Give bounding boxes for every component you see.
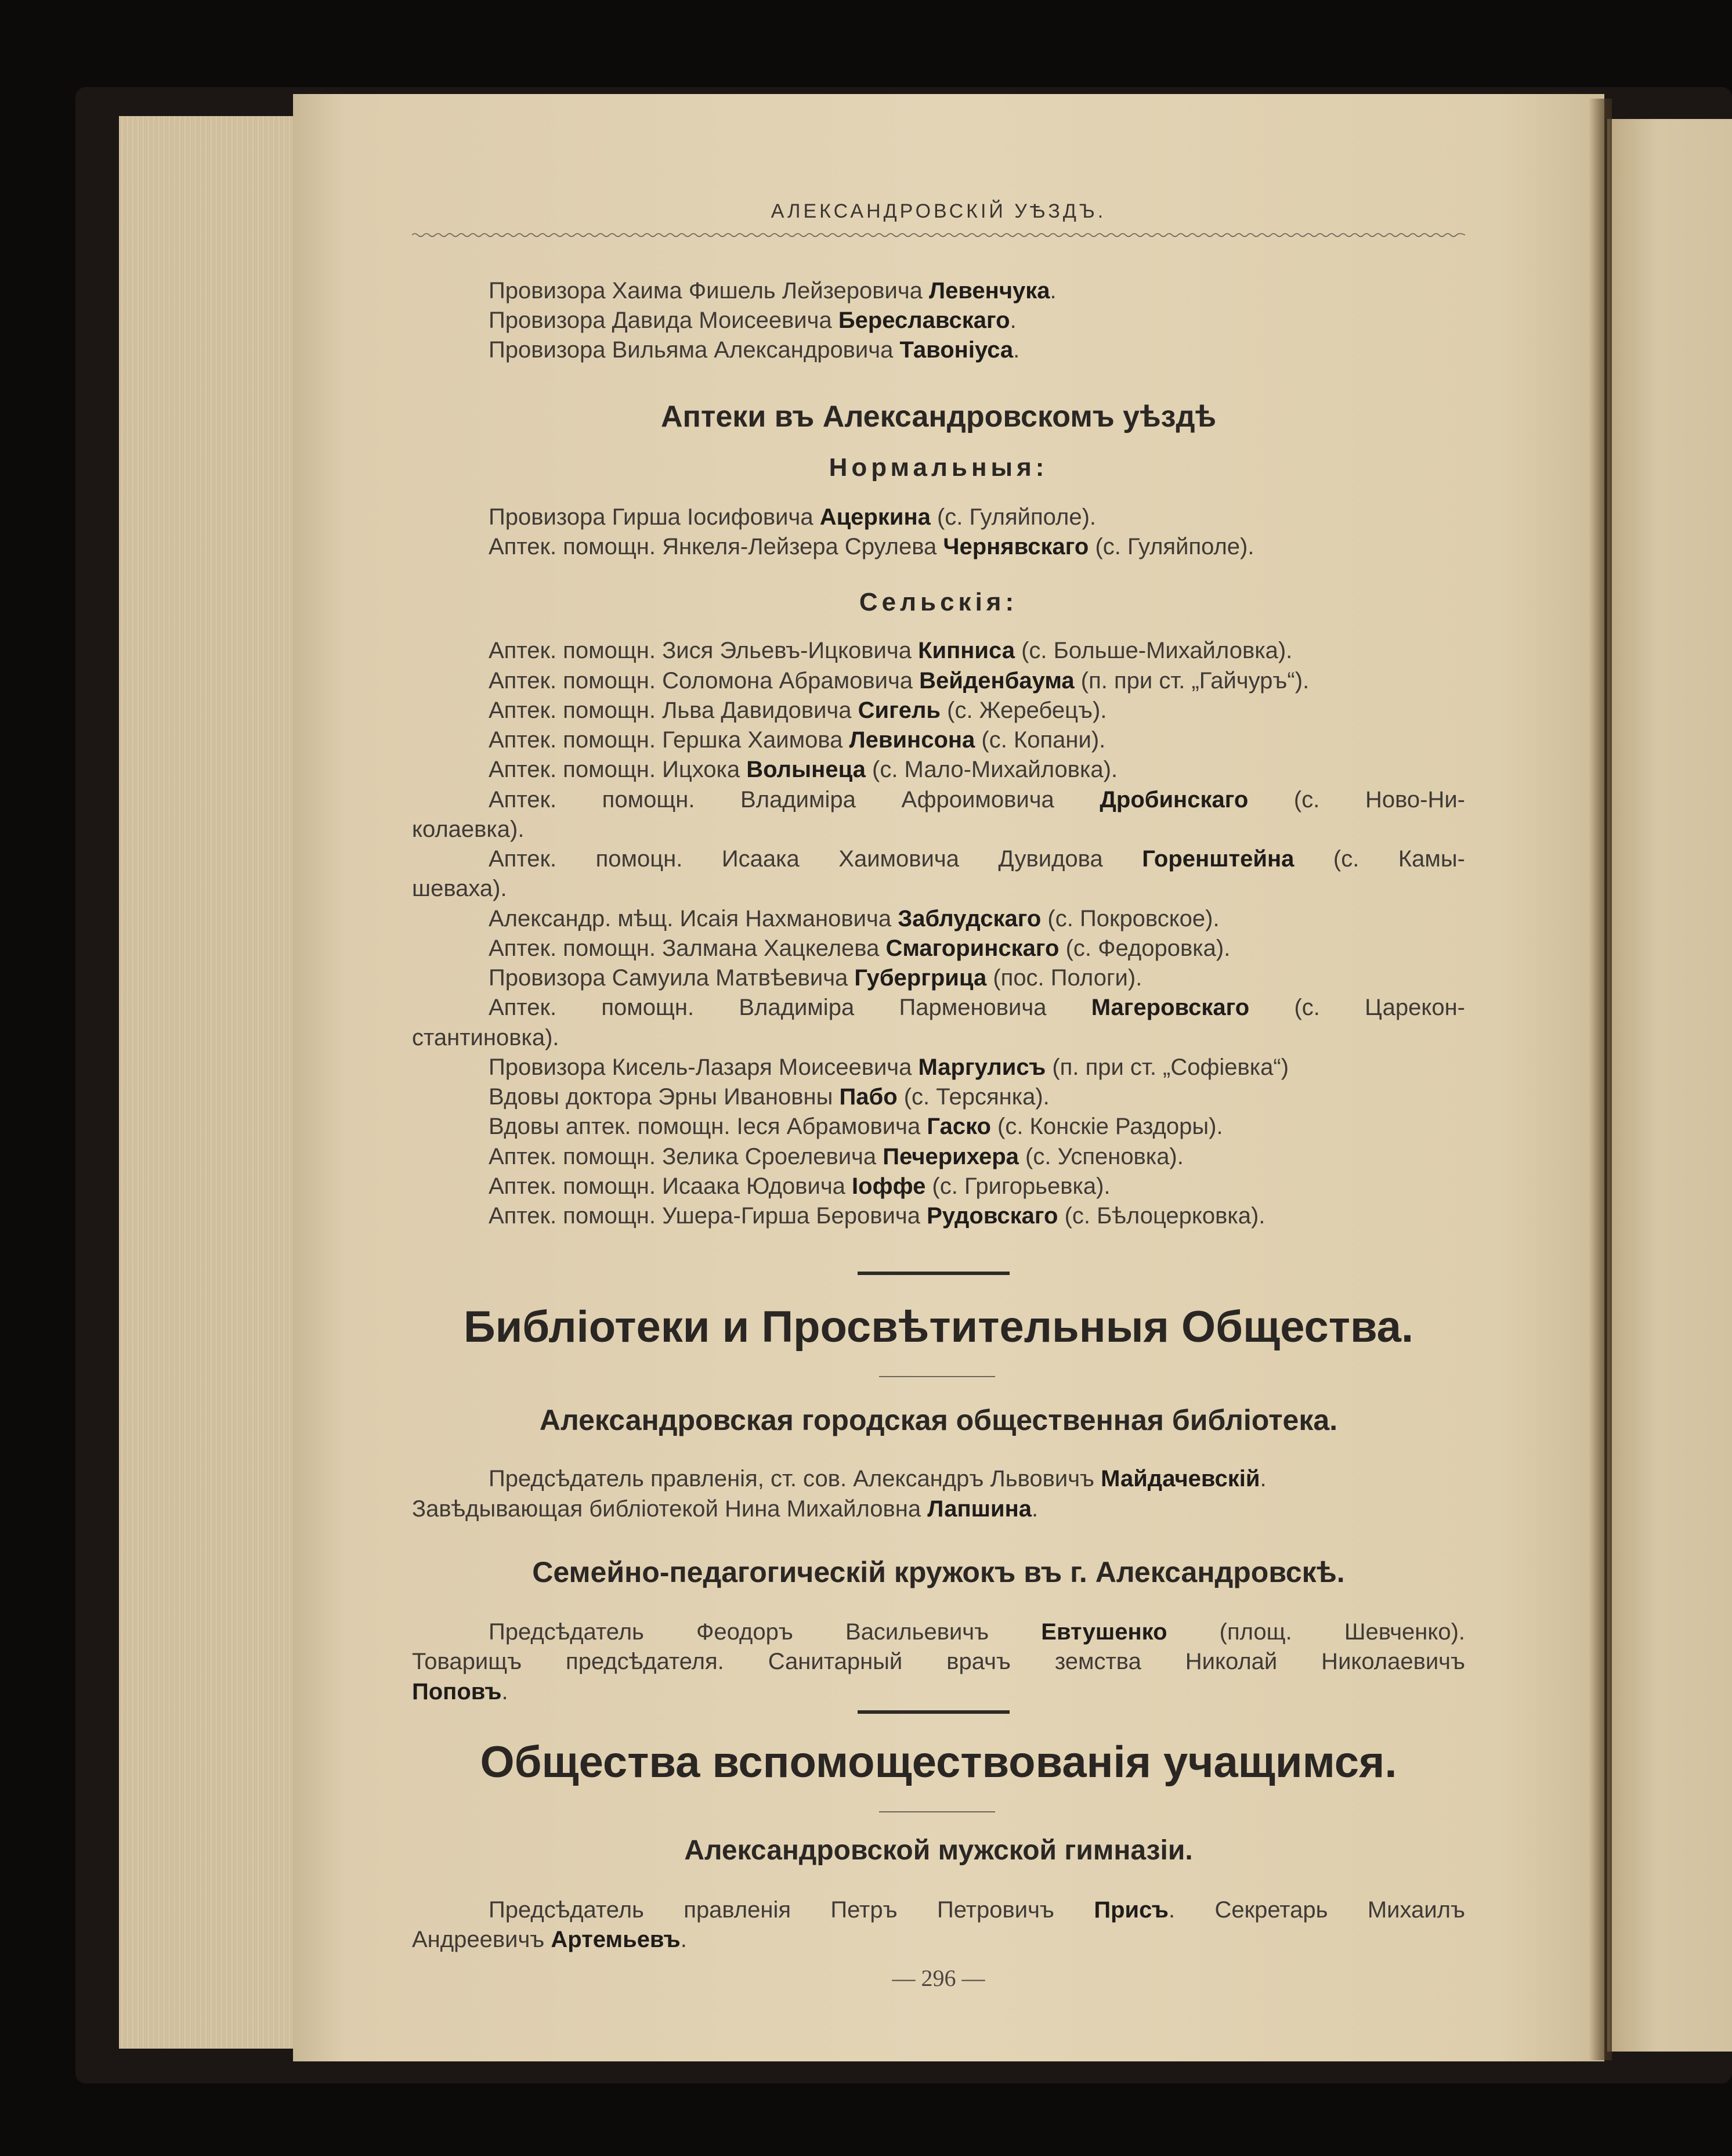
section-divider: [858, 1710, 1010, 1714]
page-edges: [119, 116, 310, 2049]
entry-smagorinsky: Аптек. помощн. Залмана Хацкелева Смагоринскаго (с. Федоровка).: [489, 936, 1231, 961]
section-divider: [858, 1272, 1010, 1275]
entry-margulis: Провизора Кисель-Лазаря Моисеевича Маргулисъ (п. при ст. „Софіевка“): [489, 1054, 1289, 1080]
entry-magerovsky: Аптек. помощн. Владиміра Парменовича Магеровскаго (с. Царекон-: [489, 995, 1465, 1020]
thin-divider: [879, 1811, 995, 1812]
entry-levinson: Аптек. помощн. Гершка Хаимова Левинсона (с. Копани).: [489, 727, 1106, 753]
section-title-libraries: Библіотеки и Просвѣтительныя Общества.: [463, 1302, 1414, 1352]
running-head: АЛЕКСАНДРОВСКІЙ УѢЗДЪ.: [771, 200, 1107, 222]
page-number: — 296 —: [892, 1965, 985, 1991]
circle-deputy-name: Поповъ.: [412, 1679, 508, 1704]
entry-magerovsky-cont: стантиновка).: [412, 1025, 559, 1050]
circle-deputy: Товарищъ предсѣдателя. Санитарный врачъ земства Николай Николаевичъ: [412, 1649, 1465, 1674]
entry-pecherikher: Аптек. помощн. Зелика Сроелевича Печерихера (с. Успеновка).: [489, 1144, 1184, 1169]
library-title: Александровская городская общественная библіотека.: [539, 1404, 1338, 1436]
circle-title: Семейно-педагогическій кружокъ въ г. Александровскѣ.: [532, 1556, 1345, 1588]
gymnasium-chairman: Предсѣдатель правленія Петръ Петровичъ Присъ. Секретарь Михаилъ: [489, 1897, 1466, 1923]
gymnasium-title: Александровской мужской гимназіи.: [684, 1835, 1193, 1866]
entry-atserkin: Провизора Гирша Іосифовича Ацеркина (с. Гуляйполе).: [489, 504, 1097, 530]
section-title-aid-societies: Общества вспомоществованія учащимся.: [480, 1738, 1397, 1787]
entry-gorenshtein: Аптек. помоцн. Исаака Хаимовича Дувидова Горенштейна (с. Камы-: [489, 846, 1465, 872]
library-chairman: Предсѣдатель правленія, ст. сов. Александръ Львовичъ Майдачевскій.: [489, 1466, 1267, 1491]
wavy-rule: [412, 232, 1465, 238]
entry-zabludsky: Александр. мѣщ. Исаія Нахмановича Заблудскаго (с. Покровское).: [489, 906, 1220, 931]
entry-gasko: Вдовы аптек. помощн. Іеся Абрамовича Гаско (с. Конскіе Раздоры).: [489, 1114, 1223, 1139]
subheading-normal: Нормальныя:: [829, 453, 1048, 482]
entry-sigel: Аптек. помощн. Льва Давидовича Сигель (с. Жеребецъ).: [489, 698, 1107, 723]
subheading-rural: Сельскія:: [859, 588, 1018, 616]
circle-chairman: Предсѣдатель Феодоръ Васильевичъ Евтушенко (площ. Шевченко).: [489, 1619, 1465, 1645]
entry-drobinsky-cont: колаевка).: [412, 817, 525, 842]
thin-divider: [879, 1376, 995, 1377]
library-manager: Завѣдывающая библіотекой Нина Михайловна Лапшина.: [412, 1496, 1039, 1522]
entry-volynets: Аптек. помощн. Ицхока Волынеца (с. Мало-Михайловка).: [489, 757, 1118, 782]
entry-bereslavsky: Провизора Давида Моисеевича Береславскаго.: [489, 308, 1017, 333]
entry-rudovsky: Аптек. помощн. Ушера-Гирша Беровича Рудовскаго (с. Бѣлоцерковка).: [489, 1203, 1265, 1229]
gutter-shadow: [1589, 99, 1612, 2060]
entry-kipnis: Аптек. помощн. Зися Эльевъ-Ицковича Кипниса (с. Больше-Михайловка).: [489, 638, 1293, 663]
entry-tavonius: Провизора Вильяма Александровича Тавоніуса.: [489, 337, 1020, 363]
entry-chernyavsky: Аптек. помощн. Янкеля-Лейзера Срулева Чернявскаго (с. Гуляйполе).: [489, 534, 1254, 559]
entry-pabo: Вдовы доктора Эрны Ивановны Пабо (с. Терсянка).: [489, 1084, 1050, 1110]
entry-levenchuk: Провизора Хаима Фишель Лейзеровича Левенчука.: [489, 278, 1057, 304]
entry-gorenshtein-cont: шеваха).: [412, 876, 507, 901]
facing-page-edge: [1607, 119, 1732, 2052]
section-title-pharmacies: Аптеки въ Александровскомъ уѣздѣ: [660, 400, 1217, 434]
entry-gubergrits: Провизора Самуила Матвѣевича Губергрица (пос. Пологи).: [489, 965, 1142, 991]
gymnasium-secretary: Андреевичъ Артемьевъ.: [412, 1927, 687, 1952]
entry-drobinsky: Аптек. помощн. Владиміра Афроимовича Дробинскаго (с. Ново-Ни-: [489, 787, 1465, 812]
entry-ioffe: Аптек. помощн. Исаака Юдовича Іоффе (с. Григорьевка).: [489, 1173, 1111, 1199]
entry-veidenbaum: Аптек. помощн. Соломона Абрамовича Вейденбаума (п. при ст. „Гайчуръ“).: [489, 668, 1310, 694]
